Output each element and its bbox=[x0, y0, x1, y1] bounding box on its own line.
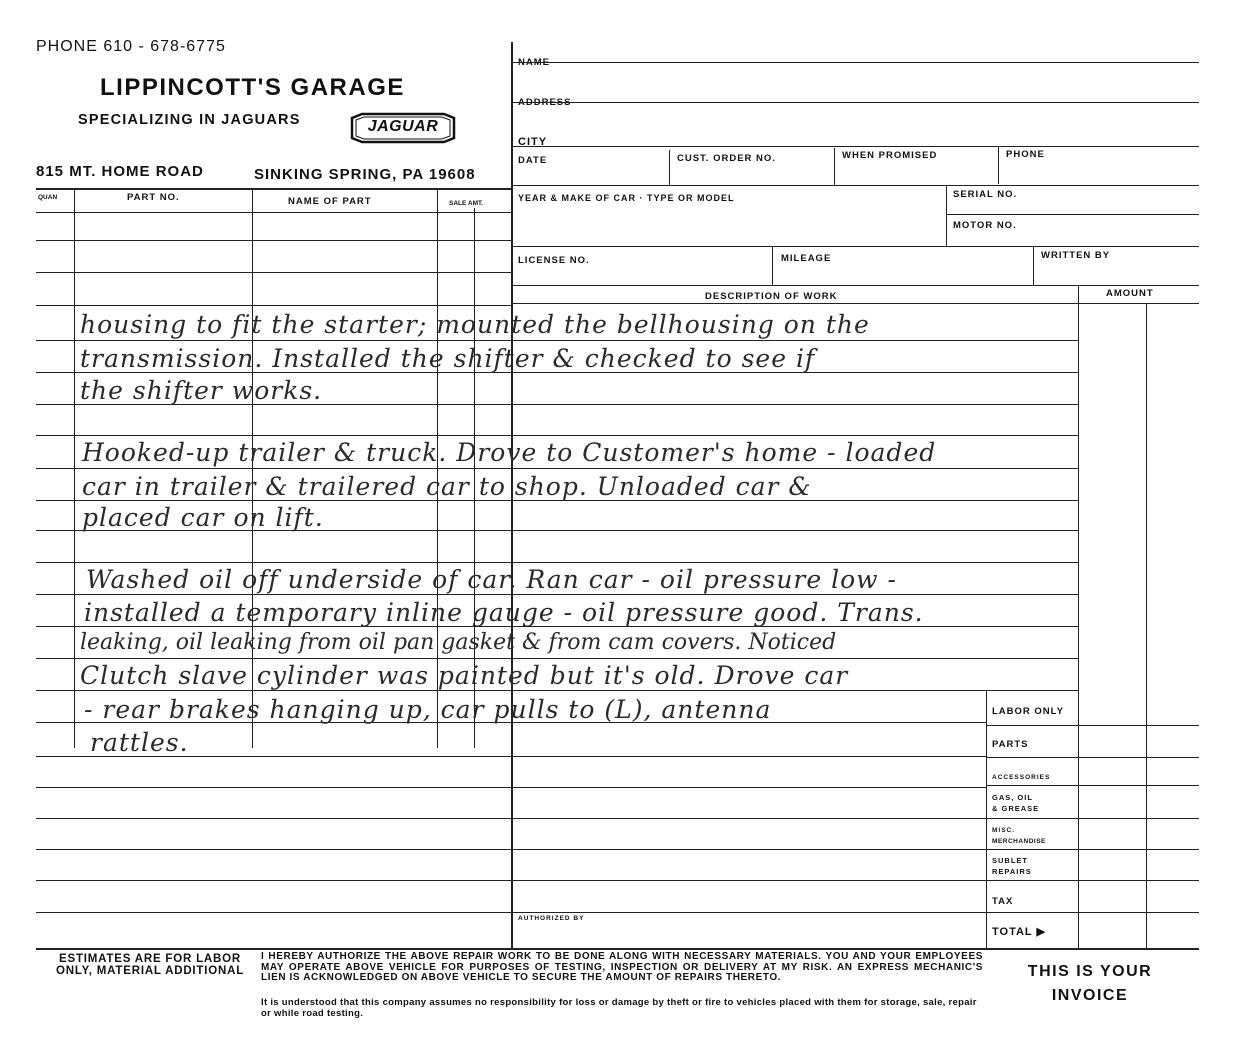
city-state-zip: SINKING SPRING, PA 19608 bbox=[254, 166, 476, 183]
header-name-of-part: NAME OF PART bbox=[288, 196, 372, 207]
desc-rule bbox=[511, 468, 1078, 469]
estimates-notice: ESTIMATES ARE FOR LABOR ONLY, MATERIAL ADDITIONAL bbox=[55, 953, 245, 977]
row-rule bbox=[36, 787, 511, 788]
handwritten-line: installed a temporary inline gauge - oil pressure good. Trans. bbox=[84, 598, 924, 627]
desc-rule bbox=[511, 690, 1078, 691]
row-rule bbox=[36, 562, 511, 563]
mileage-label: MILEAGE bbox=[781, 253, 832, 264]
totals-box-left bbox=[986, 690, 987, 948]
handwritten-line: rattles. bbox=[90, 728, 189, 757]
field-divider bbox=[669, 150, 670, 186]
field-divider bbox=[1033, 246, 1034, 286]
row-rule bbox=[36, 468, 511, 469]
row-rule bbox=[36, 880, 511, 881]
field-divider bbox=[998, 146, 999, 184]
year-row-line bbox=[511, 246, 1199, 247]
serial-no-label: SERIAL NO. bbox=[953, 189, 1018, 200]
merchandise-label: MERCHANDISE bbox=[992, 838, 1046, 845]
desc-rule bbox=[511, 530, 1078, 531]
serial-line bbox=[946, 214, 1199, 215]
repairs-label: REPAIRS bbox=[992, 867, 1032, 876]
license-no-label: LICENSE NO. bbox=[518, 255, 590, 266]
desc-rule bbox=[511, 340, 1078, 341]
phone-label: PHONE bbox=[1006, 149, 1045, 160]
desc-rule bbox=[511, 880, 986, 881]
written-by-label: WRITTEN BY bbox=[1041, 250, 1111, 261]
handwritten-line: placed car on lift. bbox=[82, 503, 324, 532]
row-rule bbox=[36, 690, 511, 691]
address-line bbox=[511, 102, 1199, 103]
name-line bbox=[511, 62, 1199, 63]
row-rule bbox=[36, 849, 511, 850]
handwritten-line: - rear brakes hanging up, car pulls to (L), antenna bbox=[84, 695, 772, 724]
totals-rule bbox=[986, 725, 1199, 726]
row-rule bbox=[36, 305, 511, 306]
row-rule bbox=[36, 818, 511, 819]
cust-order-label: CUST. ORDER NO. bbox=[677, 153, 776, 164]
field-divider bbox=[946, 185, 947, 247]
city-label: CITY bbox=[518, 136, 548, 148]
city-line bbox=[511, 146, 1199, 147]
desc-rule bbox=[511, 404, 1078, 405]
totals-rule bbox=[986, 757, 1199, 758]
desc-rule bbox=[511, 435, 1078, 436]
handwritten-line: Washed oil off underside of car. Ran car - oil pressure low - bbox=[86, 565, 897, 594]
header-quan: QUAN bbox=[38, 194, 58, 201]
row-rule bbox=[36, 340, 511, 341]
totals-rule bbox=[986, 849, 1199, 850]
handwritten-line: Hooked-up trailer & truck. Drove to Customer's home - loaded bbox=[82, 438, 937, 467]
desc-rule bbox=[511, 756, 986, 757]
misc-label: MISC. bbox=[992, 827, 1016, 834]
description-label: DESCRIPTION OF WORK bbox=[705, 291, 838, 302]
when-promised-label: WHEN PROMISED bbox=[842, 150, 938, 161]
row-rule bbox=[36, 240, 511, 241]
handwritten-line: housing to fit the starter; mounted the bellhousing on the bbox=[80, 310, 870, 339]
jaguar-logo-text: JAGUAR bbox=[367, 118, 439, 135]
desc-rule bbox=[511, 849, 986, 850]
totals-rule bbox=[986, 785, 1199, 786]
footer-top-rule bbox=[36, 948, 1199, 950]
desc-rule bbox=[511, 787, 986, 788]
handwritten-line: the shifter works. bbox=[80, 376, 323, 405]
total-label: TOTAL ▶ bbox=[992, 926, 1046, 938]
accessories-label: ACCESSORIES bbox=[992, 774, 1051, 781]
tax-label: TAX bbox=[992, 896, 1014, 907]
labor-only-label: LABOR ONLY bbox=[992, 706, 1064, 717]
parts-label: PARTS bbox=[992, 739, 1029, 750]
handwritten-line: transmission. Installed the shifter & checked to see if bbox=[80, 344, 816, 373]
date-row-line bbox=[511, 185, 1199, 186]
specializing-tagline: SPECIALIZING IN JAGUARS bbox=[78, 112, 301, 128]
field-divider bbox=[834, 148, 835, 186]
desc-rule bbox=[511, 562, 1078, 563]
row-rule bbox=[36, 435, 511, 436]
row-rule bbox=[36, 212, 511, 213]
business-name: LIPPINCOTT'S GARAGE bbox=[100, 74, 405, 101]
liability-text: It is understood that this company assumes no responsibility for loss or damage by theft or fire to vehicles placed with them for storage, sale, repair or while road testing. bbox=[261, 997, 977, 1019]
desc-rule bbox=[511, 818, 986, 819]
row-rule bbox=[36, 594, 511, 595]
amount-col-cents bbox=[1146, 303, 1147, 949]
authorization-text: I HEREBY AUTHORIZE THE ABOVE REPAIR WORK TO BE DONE ALONG WITH NECESSARY MATERIALS. YOU AND YOUR EMPLOYEES MAY OPERATE ABOVE VEHICLE FOR PURPOSES OF TESTING, INSPECTION OR DELIVERY AT MY RISK. AN EXPRESS MECHANIC'S LIEN IS ACKNOWLEDGED ON ABOVE VEHICLE TO SECURE THE AMOUNT OF REPAIRS THERETO. bbox=[261, 951, 983, 983]
handwritten-line: car in trailer & trailered car to shop. Unloaded car & bbox=[82, 472, 812, 501]
year-make-label: YEAR & MAKE OF CAR · TYPE OR MODEL bbox=[518, 193, 735, 203]
gas-oil-label: GAS, OIL bbox=[992, 793, 1033, 802]
motor-no-label: MOTOR NO. bbox=[953, 220, 1017, 231]
invoice-notice-line2: INVOICE bbox=[1051, 987, 1129, 1004]
header-part-no: PART NO. bbox=[127, 192, 180, 203]
authorized-by-label: AUTHORIZED BY bbox=[518, 915, 585, 922]
description-header-line bbox=[511, 303, 1199, 304]
address-label: ADDRESS bbox=[518, 97, 572, 108]
row-rule bbox=[36, 272, 511, 273]
totals-rule bbox=[986, 880, 1199, 881]
handwritten-line: Clutch slave cylinder was painted but it's old. Drove car bbox=[80, 661, 849, 690]
amount-label: AMOUNT bbox=[1106, 288, 1154, 299]
grease-label: & GREASE bbox=[992, 804, 1040, 813]
totals-rule bbox=[986, 818, 1199, 819]
invoice-notice-line1: THIS IS YOUR bbox=[1027, 963, 1153, 980]
name-label: NAME bbox=[518, 57, 550, 68]
row-rule bbox=[36, 912, 511, 913]
handwritten-line: leaking, oil leaking from oil pan gasket & from cam covers. Noticed bbox=[80, 630, 837, 655]
license-row-line bbox=[511, 285, 1199, 286]
parts-table-top-rule bbox=[36, 188, 511, 190]
header-sale-amt: SALE AMT. bbox=[449, 200, 484, 207]
jaguar-logo bbox=[348, 112, 458, 144]
street-address: 815 MT. HOME ROAD bbox=[36, 163, 204, 180]
desc-rule bbox=[511, 594, 1078, 595]
desc-rule bbox=[511, 658, 1078, 659]
row-rule bbox=[36, 658, 511, 659]
field-divider bbox=[772, 246, 773, 286]
totals-rule bbox=[986, 912, 1199, 913]
phone-number: PHONE 610 - 678-6775 bbox=[36, 38, 226, 55]
date-label: DATE bbox=[518, 155, 548, 166]
sublet-label: SUBLET bbox=[992, 856, 1028, 865]
